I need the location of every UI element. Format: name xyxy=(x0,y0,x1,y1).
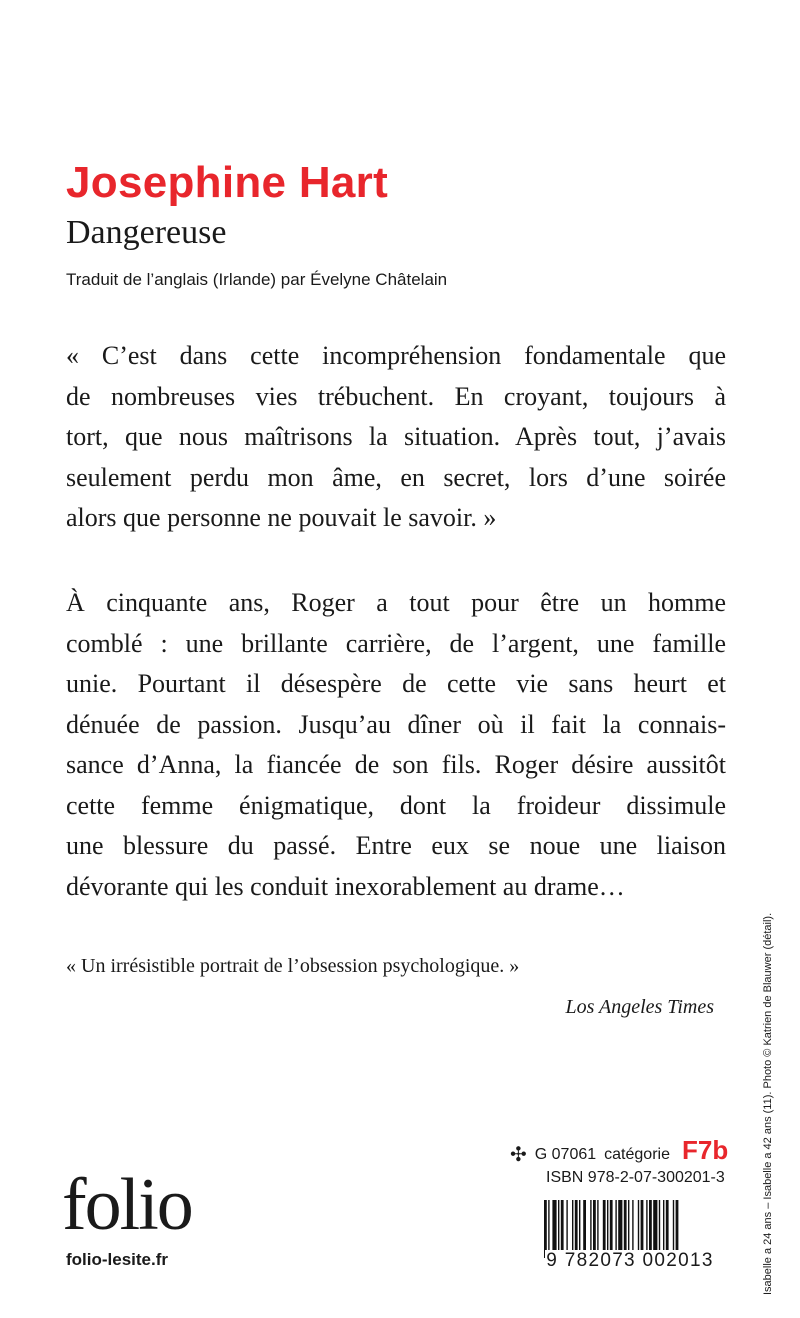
author-name: Josephine Hart xyxy=(66,158,389,207)
category-label: catégorie xyxy=(604,1146,670,1163)
synopsis-line: À cinquante ans, Roger a tout pour être un homme xyxy=(66,588,726,617)
barcode-number: 9 782073 002013 xyxy=(546,1250,714,1271)
excerpt-quote xyxy=(66,336,726,539)
synopsis-line: cette femme énigmatique, dont la froideur dissimule xyxy=(66,790,726,820)
synopsis-line: unie. Pourtant il désespère de cette vie sans heurt et xyxy=(66,669,726,698)
quote-line: seulement perdu mon âme, en secret, lors d’une soirée xyxy=(66,462,726,492)
translation-credit: Traduit de l’anglais (Irlande) par Évelyne Châtelain xyxy=(66,270,448,289)
book-title: Dangereuse xyxy=(66,214,227,251)
synopsis-line: une blessure du passé. Entre eux se noue une liaison xyxy=(66,831,726,860)
synopsis-line: dénuée de passion. Jusqu’au dîner où il fait la connais- xyxy=(66,709,726,739)
catalog-codes xyxy=(510,1135,729,1186)
isbn: ISBN 978-2-07-300201-3 xyxy=(546,1169,725,1186)
cover-photo-credit: Isabelle a 24 ans – Isabelle a 42 ans (11). Photo © Katrien de Blauwer (détail). xyxy=(762,912,774,1295)
press-review-quote: « Un irrésistible portrait de l’obsession psychologique. » xyxy=(66,955,520,977)
press-review-source: Los Angeles Times xyxy=(565,996,714,1018)
quote-line: tort, que nous maîtrisons la situation. Après tout, j’avais xyxy=(66,422,726,451)
synopsis-line: dévorante qui les conduit inexorablement au drame… xyxy=(66,871,625,901)
reference-number: G 07061 xyxy=(534,1146,597,1163)
synopsis-line: comblé : une brillante carrière, de l’argent, une famille xyxy=(66,628,726,658)
publisher-logo: folio xyxy=(62,1164,192,1246)
quote-line: alors que personne ne pouvait le savoir. » xyxy=(66,503,497,532)
quote-line: « C’est dans cette incompréhension fondamentale que xyxy=(66,341,726,370)
fleuron-icon: ✣ xyxy=(510,1144,527,1166)
synopsis xyxy=(66,583,726,907)
quote-line: de nombreuses vies trébuchent. En croyant, toujours à xyxy=(66,381,726,411)
category-code: F7b xyxy=(681,1135,729,1165)
publisher-website[interactable]: folio-lesite.fr xyxy=(66,1250,169,1269)
synopsis-line: sance d’Anna, la fiancée de son fils. Roger désire aussitôt xyxy=(66,750,726,779)
barcode xyxy=(540,1200,720,1282)
